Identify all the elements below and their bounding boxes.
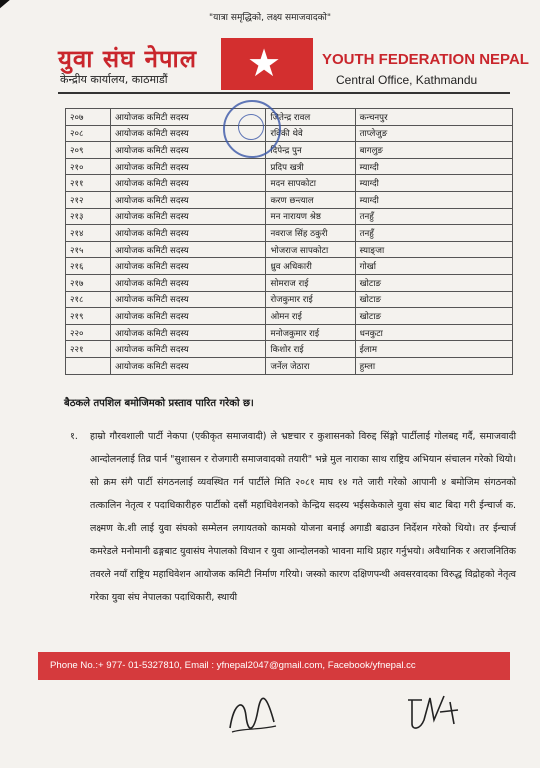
district-cell: तनहुँ [355, 208, 512, 225]
role-cell: आयोजक कमिटी सदस्य [111, 109, 266, 126]
name-cell: ओमन राई [266, 308, 355, 325]
serial-cell: २१२ [66, 191, 111, 208]
org-name-english: YOUTH FEDERATION NEPAL [322, 51, 529, 68]
role-cell: आयोजक कमिटी सदस्य [111, 225, 266, 242]
name-cell: जितेन्द्र रावल [266, 109, 355, 126]
point-text: हाम्रो गौरवशाली पार्टी नेकपा (एकीकृत समाजवादी) ले भ्रष्टचार र कुशासनको विरुद्द सिंङ्गो पार्टीलाई गोलबद्द गर्दै, समाजवादी आन्दोलनलाई तिव्र पार्न "सुशासन र रोजगारी समाजवादको तयारी" भन्ने मुल नाराका साथ राष्ट्रिय अभियान संचालन गरेको थियो। सो क्रम संगै पार्टी संगठनलाई व्यवस्थित गर्न पार्टीले मिति २०८१ माघ १४ गते जारी गरेको आपानी ४ बमोजिम संगठनको तत्कालिन नेतृत्व र पदाधिकारीहरु पार्टीको दसौं महाधिवेशनको केन्द्रिय सदस्य भईसकेकाले युवा संघ बाट बिदा गरी ईन्चार्ज क. लक्ष्मण के.शी लाई युवा संघको सम्मेलन लगायतको कामको योजना बनाई अगाडी बढाउन निर्देशन गरेको थियो। तर ईन्चार्ज कमरेडले मनोमानी ढङ्गबाट युवासंघ नेपालको विधान र युवा आन्दोलनको भावना माथि प्रहार गर्नुभयो। अवैधानिक र अराजनितिक तवरले नयाँ राष्ट्रिय महाधिवेशन आयोजक कमिटी निर्माण गरियो। जस्को कारण दक्षिणपन्थी अवसरवादका विरुद्ध विद्रोहको नेतृत्व गरेका युवा संघ नेपालका पदाधिकारी, स्थायी [90, 431, 516, 603]
footer-contact-text: Phone No.:+ 977- 01-5327810, Email : yfnepal2047@gmail.com, Facebook/yfnepal.cc [50, 660, 416, 671]
serial-cell: २०८ [66, 125, 111, 142]
role-cell: आयोजक कमिटी सदस्य [111, 274, 266, 291]
serial-cell: २१५ [66, 241, 111, 258]
role-cell: आयोजक कमिटी सदस्य [111, 324, 266, 341]
role-cell: आयोजक कमिटी सदस्य [111, 341, 266, 358]
name-cell: मन नारायण श्रेष्ठ [266, 208, 355, 225]
serial-cell [66, 357, 111, 374]
table-row [66, 175, 513, 192]
table-row [66, 191, 513, 208]
role-cell: आयोजक कमिटी सदस्य [111, 241, 266, 258]
district-cell: ताप्लेजुङ [355, 125, 512, 142]
serial-cell: २१९ [66, 308, 111, 325]
table-row [66, 109, 513, 126]
role-cell: आयोजक कमिटी सदस्य [111, 258, 266, 275]
district-cell: स्याङ्जा [355, 241, 512, 258]
point-one [64, 425, 516, 609]
table-row [66, 308, 513, 325]
district-cell: खोटाङ [355, 308, 512, 325]
contact-footer [38, 652, 510, 680]
district-cell: तनहुँ [355, 225, 512, 242]
district-cell: धनकुटा [355, 324, 512, 341]
district-cell: हुम्ला [355, 357, 512, 374]
flag-logo [221, 38, 313, 90]
name-cell: किशोर राई [266, 341, 355, 358]
signature-left [224, 692, 280, 738]
district-cell: म्याग्दी [355, 175, 512, 192]
role-cell: आयोजक कमिटी सदस्य [111, 308, 266, 325]
district-cell: कन्चनपुर [355, 109, 512, 126]
table-row [66, 357, 513, 374]
table-row [66, 258, 513, 275]
serial-cell: २१३ [66, 208, 111, 225]
signature-right [400, 690, 470, 734]
name-cell: रोजकुमार राई [266, 291, 355, 308]
serial-cell: २२० [66, 324, 111, 341]
name-cell: भोजराज सापकोटा [266, 241, 355, 258]
name-cell: सोमराज राई [266, 274, 355, 291]
role-cell: आयोजक कमिटी सदस्य [111, 175, 266, 192]
resolution-statement: बैठकले तपशिल बमोजिमको प्रस्ताव पारित गरेको छ। [64, 398, 254, 409]
header-divider [58, 92, 510, 94]
district-cell: खोटाङ [355, 291, 512, 308]
name-cell: करण छन्त्याल [266, 191, 355, 208]
name-cell: जर्नेल जेठारा [266, 357, 355, 374]
district-cell: म्याग्दी [355, 191, 512, 208]
name-cell: ध्रुव अधिकारी [266, 258, 355, 275]
role-cell: आयोजक कमिटी सदस्य [111, 208, 266, 225]
serial-cell: २०९ [66, 142, 111, 159]
district-cell: ईलाम [355, 341, 512, 358]
table-row [66, 225, 513, 242]
motto: "यात्रा समृद्धिको, लक्ष्य समाजवादको" [209, 13, 331, 23]
serial-cell: २०७ [66, 109, 111, 126]
serial-cell: २१८ [66, 291, 111, 308]
name-cell: मदन सापकोटा [266, 175, 355, 192]
org-name-nepali: युवा संघ नेपाल [58, 45, 198, 73]
office-nepali: केन्द्रीय कार्यालय, काठमाडौं [60, 73, 168, 86]
serial-cell: २२१ [66, 341, 111, 358]
point-number: १. [70, 431, 78, 442]
role-cell: आयोजक कमिटी सदस्य [111, 291, 266, 308]
serial-cell: २१० [66, 158, 111, 175]
table-row [66, 241, 513, 258]
district-cell: गोर्खा [355, 258, 512, 275]
office-english: Central Office, Kathmandu [336, 73, 478, 87]
name-cell: दिपेन्द्र पुन [266, 142, 355, 159]
role-cell: आयोजक कमिटी सदस्य [111, 142, 266, 159]
table-row [66, 324, 513, 341]
district-cell: म्याग्दी [355, 158, 512, 175]
table-row [66, 291, 513, 308]
name-cell: रविकी थेवे [266, 125, 355, 142]
serial-cell: २१७ [66, 274, 111, 291]
table-row [66, 125, 513, 142]
serial-cell: २१४ [66, 225, 111, 242]
seal-center [238, 114, 264, 140]
district-cell: बागलुङ [355, 142, 512, 159]
table-row [66, 158, 513, 175]
table-row [66, 274, 513, 291]
role-cell: आयोजक कमिटी सदस्य [111, 357, 266, 374]
table-row [66, 341, 513, 358]
name-cell: प्रदिप खत्री [266, 158, 355, 175]
serial-cell: २११ [66, 175, 111, 192]
role-cell: आयोजक कमिटी सदस्य [111, 158, 266, 175]
member-table [65, 108, 513, 375]
table-row [66, 142, 513, 159]
role-cell: आयोजक कमिटी सदस्य [111, 191, 266, 208]
serial-cell: २१६ [66, 258, 111, 275]
name-cell: नवराज सिंह ठकुरी [266, 225, 355, 242]
name-cell: मनोजकुमार राई [266, 324, 355, 341]
role-cell: आयोजक कमिटी सदस्य [111, 125, 266, 142]
table-row [66, 208, 513, 225]
district-cell: खोटाङ [355, 274, 512, 291]
star-icon: ★ [247, 41, 282, 85]
